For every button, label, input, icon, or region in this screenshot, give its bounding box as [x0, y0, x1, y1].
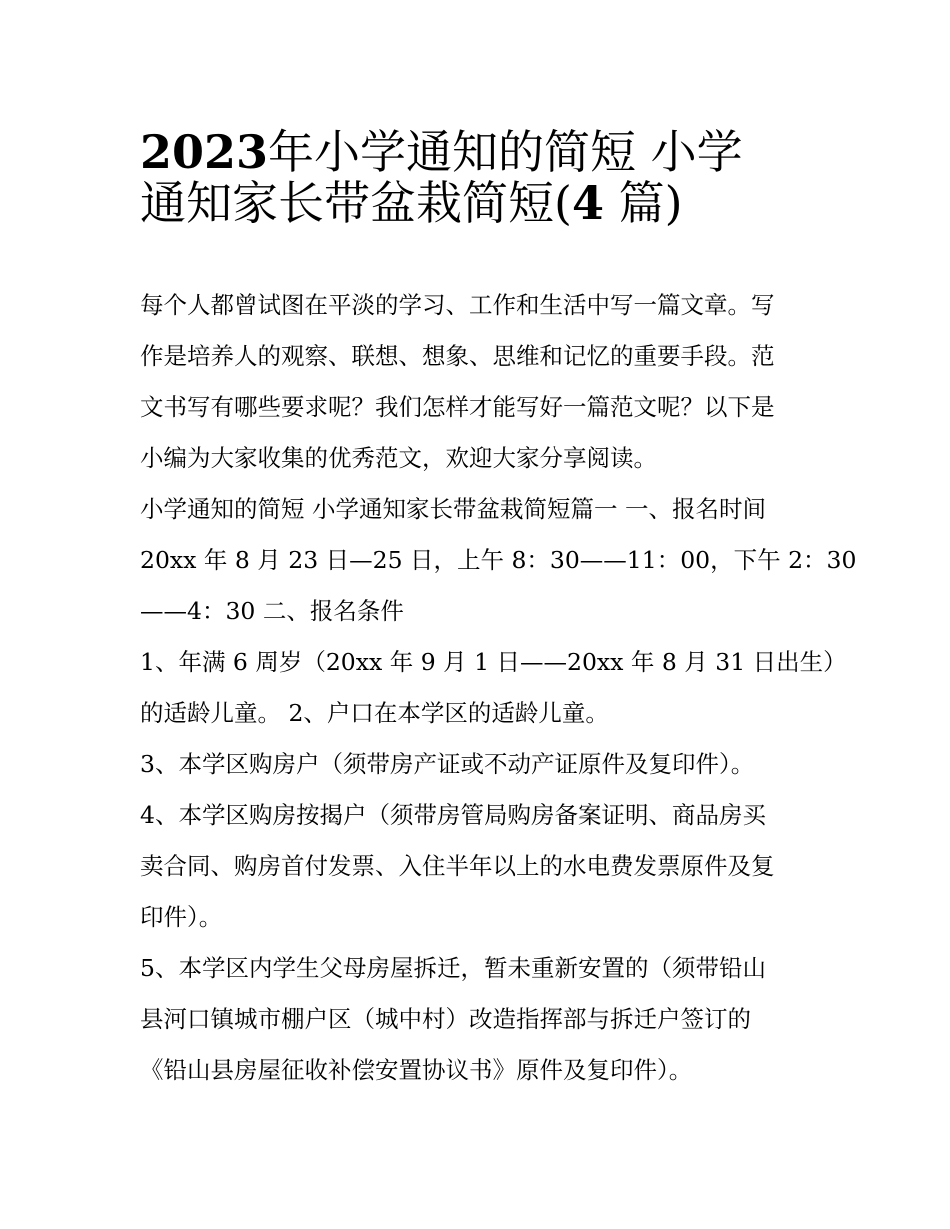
title-text-2: 通知家长带盆栽简短( — [140, 176, 572, 230]
body-line: 1、年满 6 周岁（20xx 年 9 月 1 日——20xx 年 8 月 31 日出生） — [140, 648, 847, 676]
body-line: 20xx 年 8 月 23 日—25 日，上午 8：30——11：00，下午 2：30 — [140, 546, 857, 574]
title-text-3: 篇) — [603, 176, 683, 230]
document-body — [140, 280, 857, 1096]
body-line: 小编为大家收集的优秀范文，欢迎大家分享阅读。 — [140, 444, 657, 472]
body-line: ——4：30 二、报名条件 — [140, 597, 404, 625]
body-line: 印件）。 — [140, 903, 223, 931]
body-line: 小学通知的简短 小学通知家长带盆栽简短篇一 一、报名时间 — [140, 495, 766, 523]
title-line-1 — [140, 114, 830, 179]
body-line: 3、本学区购房户（须带房产证或不动产证原件及复印件）。 — [140, 750, 755, 778]
body-line: 每个人都曾试图在平淡的学习、工作和生活中写一篇文章。写 — [140, 291, 775, 319]
body-line: 作是培养人的观察、联想、想象、思维和记忆的重要手段。范 — [140, 342, 775, 370]
page-title — [140, 114, 830, 230]
body-line: 文书写有哪些要求呢？我们怎样才能写好一篇范文呢？以下是 — [140, 393, 775, 421]
body-line: 县河口镇城市棚户区（城中村）改造指挥部与拆迁户签订的 — [140, 1005, 751, 1033]
title-count: 4 — [571, 176, 604, 230]
body-line: 4、本学区购房按揭户（须带房管局购房备案证明、商品房买 — [140, 801, 766, 829]
body-line: 5、本学区内学生父母房屋拆迁，暂未重新安置的（须带铅山 — [140, 954, 766, 982]
title-year: 2023 — [140, 125, 269, 179]
body-line: 《铅山县房屋征收补偿安置协议书》原件及复印件）。 — [140, 1056, 693, 1084]
title-text-1: 年小学通知的简短 小学 — [268, 125, 743, 179]
body-line: 的适龄儿童。 2、户口在本学区的适龄儿童。 — [140, 699, 609, 727]
body-line: 卖合同、购房首付发票、入住半年以上的水电费发票原件及复 — [140, 852, 775, 880]
